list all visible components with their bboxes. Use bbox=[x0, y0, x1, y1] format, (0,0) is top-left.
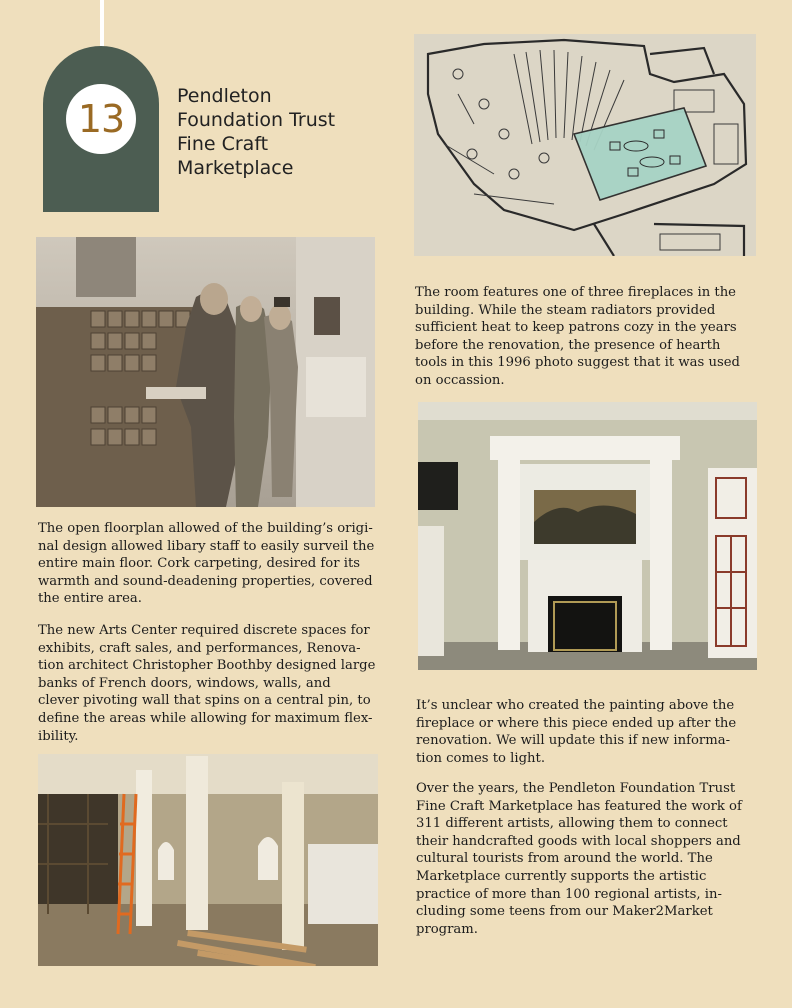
text-line: practice of more than 100 regional artists, in- bbox=[416, 886, 722, 902]
renovation-photo bbox=[38, 754, 378, 966]
left-text-paragraph-1 bbox=[38, 520, 388, 608]
text-line: It’s unclear who created the painting above the bbox=[416, 698, 735, 713]
text-line: clever pivoting wall that spins on a central pin, to bbox=[38, 693, 371, 709]
right-text-paragraph-3 bbox=[416, 780, 766, 938]
right-text-paragraph-1 bbox=[415, 284, 765, 390]
text-line: The open floorplan allowed of the building’s origi- bbox=[38, 521, 373, 536]
text-line: program. bbox=[416, 921, 478, 937]
text-line: ibility. bbox=[38, 728, 79, 744]
title-line: Pendleton bbox=[177, 85, 272, 107]
text-line: tion comes to light. bbox=[416, 750, 546, 766]
text-line: The room features one of three fireplaces in the bbox=[415, 285, 736, 300]
text-line: cluding some teens from our Maker2Market bbox=[416, 904, 713, 920]
text-line: the entire area. bbox=[38, 591, 142, 607]
text-line: on occassion. bbox=[415, 372, 505, 388]
left-text-paragraph-2 bbox=[38, 622, 388, 745]
text-line: exhibits, craft sales, and performances, Renova- bbox=[38, 640, 361, 656]
page-title bbox=[177, 84, 397, 180]
floor-plan-image bbox=[414, 34, 756, 256]
text-line: The new Arts Center required discrete spaces for bbox=[38, 623, 370, 638]
fireplace-photo bbox=[418, 402, 757, 670]
text-line: building. While the steam radiators provided bbox=[415, 302, 716, 318]
chapter-number: 13 bbox=[77, 97, 125, 141]
text-line: Fine Craft Marketplace has featured the work of bbox=[416, 798, 742, 814]
text-line: sufficient heat to keep patrons cozy in the years bbox=[415, 320, 737, 336]
text-line: 311 different artists, allowing them to connect bbox=[416, 816, 728, 832]
text-line: renovation. We will update this if new informa- bbox=[416, 733, 731, 749]
text-line: define the areas while allowing for maximum flex- bbox=[38, 710, 373, 726]
text-line: before the renovation, the presence of hearth bbox=[415, 337, 721, 353]
card-catalog-photo bbox=[36, 237, 375, 507]
text-line: Marketplace currently supports the artistic bbox=[416, 868, 707, 884]
right-text-paragraph-2 bbox=[416, 697, 766, 767]
title-line: Fine Craft bbox=[177, 133, 269, 155]
text-line: cultural tourists from around the world. The bbox=[416, 851, 713, 867]
text-line: nal design allowed libary staff to easily surveil the bbox=[38, 538, 375, 554]
title-line: Marketplace bbox=[177, 157, 294, 179]
text-line: tion architect Christopher Boothby designed large bbox=[38, 658, 376, 674]
text-line: fireplace or where this piece ended up after the bbox=[416, 715, 737, 731]
badge-circle bbox=[66, 84, 136, 154]
title-line: Foundation Trust bbox=[177, 109, 336, 131]
text-line: tools in this 1996 photo suggest that it was used bbox=[415, 355, 740, 371]
text-line: their handcrafted goods with local shoppers and bbox=[416, 833, 741, 849]
text-line: warmth and sound-deadening properties, covered bbox=[38, 573, 373, 589]
text-line: entire main floor. Cork carpeting, desired for its bbox=[38, 556, 361, 572]
text-line: banks of French doors, windows, walls, and bbox=[38, 675, 331, 691]
text-line: Over the years, the Pendleton Foundation Trust bbox=[416, 781, 736, 796]
